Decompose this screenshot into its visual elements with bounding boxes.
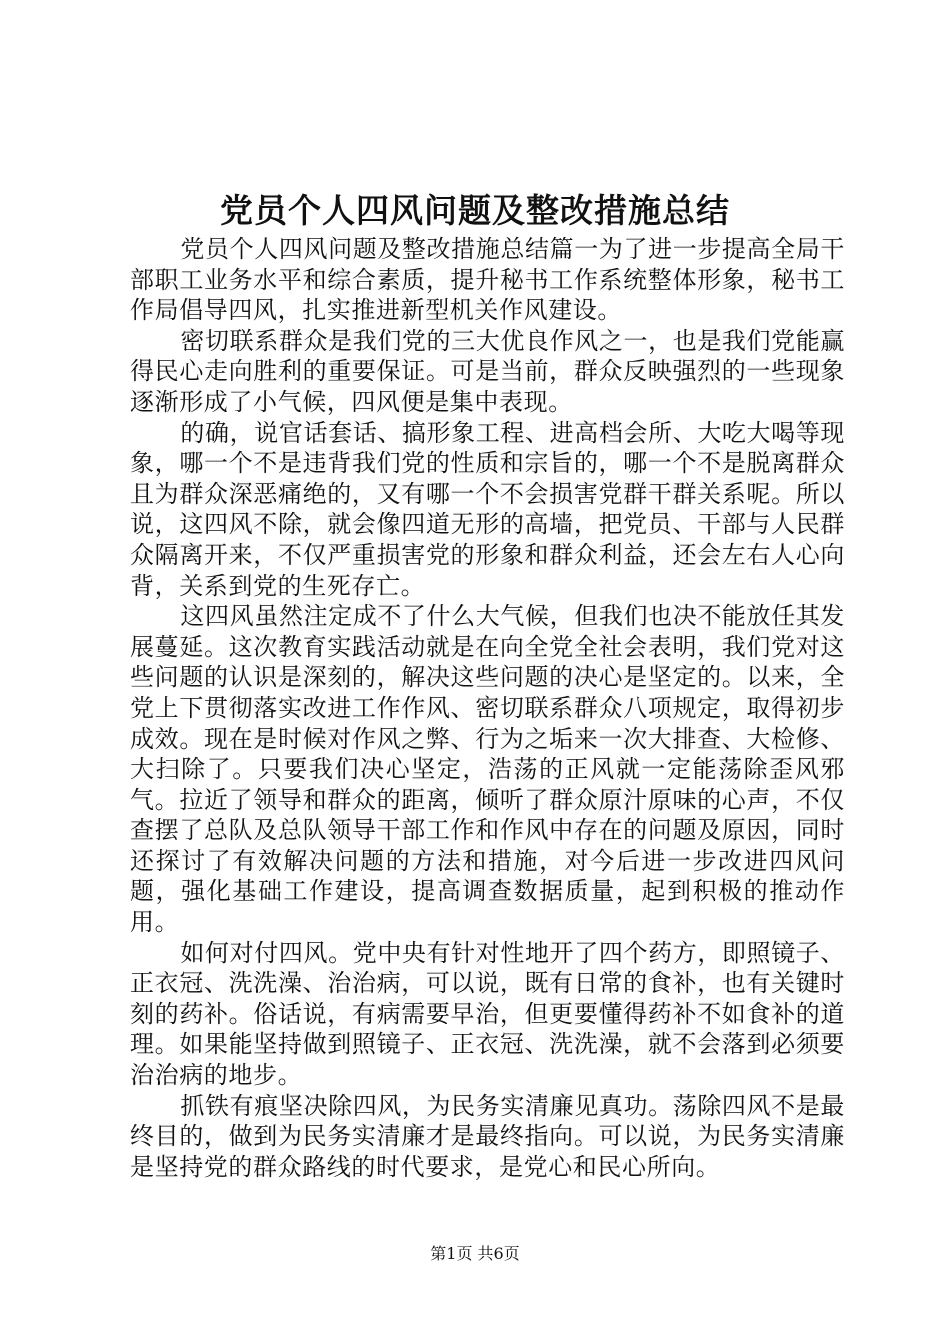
- document-body: [130, 234, 845, 1182]
- page-footer: 第1页 共6页: [430, 1244, 520, 1263]
- document-title: 党员个人四风问题及整改措施总结: [220, 191, 730, 230]
- paragraph: 密切联系群众是我们党的三大优良作风之一，也是我们党能赢得民心走向胜利的重要保证。可是当前，群众反映强烈的一些现象逐渐形成了小气候，四风便是集中表现。: [130, 326, 845, 416]
- paragraph: 的确，说官话套话、搞形象工程、进高档会所、大吃大喝等现象，哪一个不是违背我们党的性质和宗旨的，哪一个不是脱离群众且为群众深恶痛绝的，又有哪一个不会损害党群干群关系呢。所以说，这四风不除，就会像四道无形的高墙，把党员、干部与人民群众隔离开来，不仅严重损害党的形象和群众利益，还会左右人心向背，关系到党的生死存亡。: [130, 418, 845, 600]
- paragraph: 这四风虽然注定成不了什么大气候，但我们也决不能放任其发展蔓延。这次教育实践活动就是在向全党全社会表明，我们党对这些问题的认识是深刻的，解决这些问题的决心是坚定的。以来，全党上下贯彻落实改进工作作风、密切联系群众八项规定，取得初步成效。现在是时候对作风之弊、行为之垢来一次大排查、大检修、大扫除了。只要我们决心坚定，浩荡的正风就一定能荡除歪风邪气。拉近了领导和群众的距离，倾听了群众原汁原味的心声，不仅查摆了总队及总队领导干部工作和作风中存在的问题及原因，同时还探讨了有效解决问题的方法和措施，对今后进一步改进四风问题，强化基础工作建设，提高调查数据质量，起到积极的推动作用。: [130, 602, 845, 937]
- paragraph: 如何对付四风。党中央有针对性地开了四个药方，即照镜子、正衣冠、洗洗澡、治治病，可以说，既有日常的食补，也有关键时刻的药补。俗话说，有病需要早治，但更要懂得药补不如食补的道理。如果能坚持做到照镜子、正衣冠、洗洗澡，就不会落到必须要治治病的地步。: [130, 938, 845, 1090]
- paragraph: 抓铁有痕坚决除四风，为民务实清廉见真功。荡除四风不是最终目的，做到为民务实清廉才是最终指向。可以说，为民务实清廉是坚持党的群众路线的时代要求，是党心和民心所向。: [130, 1091, 845, 1181]
- paragraph: 党员个人四风问题及整改措施总结篇一为了进一步提高全局干部职工业务水平和综合素质，提升秘书工作系统整体形象，秘书工作局倡导四风，扎实推进新型机关作风建设。: [130, 235, 845, 325]
